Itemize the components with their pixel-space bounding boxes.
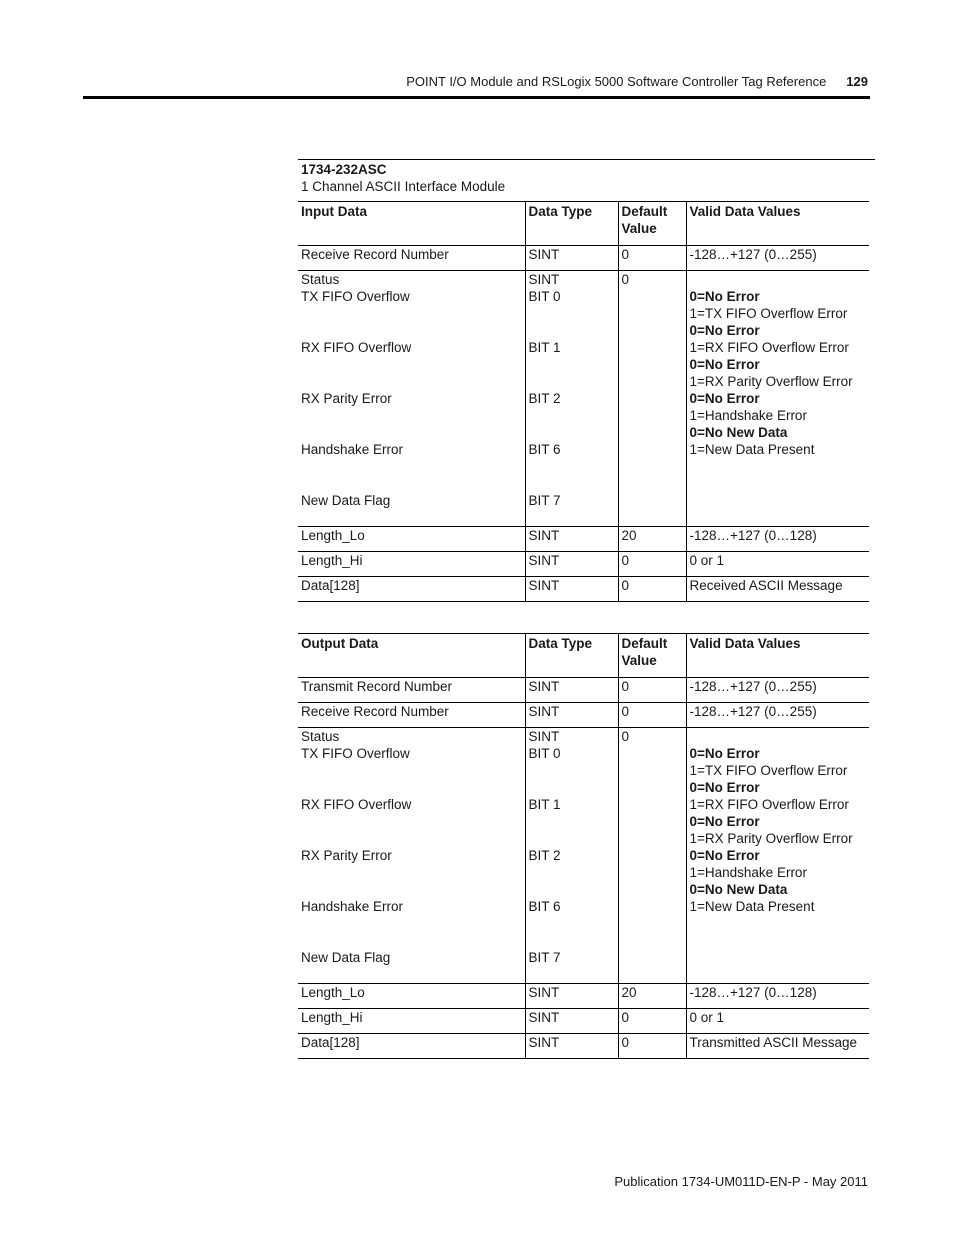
bit-number: BIT 0 (528, 746, 561, 761)
status-values-cell (686, 271, 869, 527)
spacer (301, 509, 522, 526)
bit-value-0: 0=No Error (689, 391, 760, 406)
status-values-cell (686, 728, 869, 984)
publication-footer: Publication 1734-UM011D-EN-P - May 2011 (614, 1174, 868, 1189)
col-header-values: Valid Data Values (686, 634, 869, 678)
col-header-type: Data Type (525, 634, 618, 678)
spacer (529, 475, 615, 492)
page-number: 129 (846, 74, 868, 89)
type-cell: SINT (525, 1009, 618, 1034)
bit-name: New Data Flag (301, 493, 391, 508)
bit-number: BIT 6 (528, 899, 561, 914)
spacer (529, 830, 615, 847)
bit-number: BIT 7 (528, 493, 561, 508)
status-names-cell (298, 271, 525, 527)
spacer (301, 915, 522, 932)
bit-name: RX FIFO Overflow (301, 797, 412, 812)
table-row (298, 527, 869, 552)
values-cell: -128…+127 (0…255) (686, 703, 869, 728)
status-default: 0 (621, 729, 630, 744)
values-cell: -128…+127 (0…128) (686, 527, 869, 552)
values-cell: 0 or 1 (686, 552, 869, 577)
bit-value-0: 0=No Error (689, 746, 760, 761)
type-cell: SINT (525, 1034, 618, 1059)
bit-value-1: 1=Handshake Error (689, 408, 807, 423)
status-default-cell (618, 271, 686, 527)
col-header-type: Data Type (525, 202, 618, 246)
values-cell: 0 or 1 (686, 1009, 869, 1034)
spacer (301, 407, 522, 424)
type-cell: SINT (525, 246, 618, 271)
module-description: 1 Channel ASCII Interface Module (301, 179, 506, 194)
spacer (529, 373, 615, 390)
table-row (298, 246, 869, 271)
default-cell: 0 (618, 703, 686, 728)
output-data-table (298, 633, 869, 1059)
type-cell: SINT (525, 678, 618, 703)
spacer (301, 966, 522, 983)
status-names-cell (298, 728, 525, 984)
bit-name: RX Parity Error (301, 391, 392, 406)
status-values-spacer (690, 728, 867, 745)
bit-name: Handshake Error (301, 899, 404, 914)
default-cell: 20 (618, 527, 686, 552)
spacer (529, 881, 615, 898)
values-cell: Transmitted ASCII Message (686, 1034, 869, 1059)
values-cell: -128…+127 (0…128) (686, 984, 869, 1009)
bit-value-0: 0=No Error (689, 780, 760, 795)
status-types-cell (525, 728, 618, 984)
spacer (301, 356, 522, 373)
spacer (301, 305, 522, 322)
default-cell: 0 (618, 246, 686, 271)
table-header-row (298, 634, 869, 678)
col-header-data: Input Data (301, 204, 367, 219)
table-row (298, 984, 869, 1009)
data-cell: Receive Record Number (301, 247, 449, 262)
values-cell: -128…+127 (0…255) (686, 678, 869, 703)
spacer (529, 864, 615, 881)
status-type: SINT (528, 729, 560, 744)
spacer (529, 424, 615, 441)
data-cell: Data[128] (301, 578, 360, 593)
default-cell: 0 (618, 577, 686, 602)
bit-value-1: 1=New Data Present (689, 899, 815, 914)
spacer (529, 407, 615, 424)
bit-value-1: 1=RX FIFO Overflow Error (689, 340, 849, 355)
default-cell: 0 (618, 552, 686, 577)
type-cell: SINT (525, 527, 618, 552)
status-label: Status (301, 272, 340, 287)
status-types-cell (525, 271, 618, 527)
table-row (298, 678, 869, 703)
default-cell: 0 (618, 1034, 686, 1059)
type-cell: SINT (525, 703, 618, 728)
values-cell: Received ASCII Message (686, 577, 869, 602)
bit-number: BIT 1 (528, 340, 561, 355)
status-row (298, 728, 869, 984)
bit-number: BIT 7 (528, 950, 561, 965)
bit-number: BIT 2 (528, 848, 561, 863)
bit-value-0: 0=No Error (689, 357, 760, 372)
bit-name: TX FIFO Overflow (301, 289, 410, 304)
status-row (298, 271, 869, 527)
col-header-default: Default Value (618, 634, 686, 678)
col-header-values: Valid Data Values (686, 202, 869, 246)
spacer (529, 779, 615, 796)
bit-name: RX Parity Error (301, 848, 392, 863)
col-header-default: Default Value (618, 202, 686, 246)
bit-name: RX FIFO Overflow (301, 340, 412, 355)
bit-value-1: 1=RX Parity Overflow Error (689, 374, 853, 389)
spacer (529, 966, 615, 983)
bit-number: BIT 0 (528, 289, 561, 304)
data-cell: Length_Hi (301, 553, 363, 568)
spacer (301, 458, 522, 475)
spacer (529, 458, 615, 475)
status-type: SINT (528, 272, 560, 287)
spacer (301, 813, 522, 830)
spacer (529, 813, 615, 830)
spacer (301, 373, 522, 390)
bit-value-1: 1=TX FIFO Overflow Error (689, 306, 848, 321)
spacer (529, 932, 615, 949)
spacer (301, 932, 522, 949)
values-cell: -128…+127 (0…255) (686, 246, 869, 271)
table-row (298, 1034, 869, 1059)
bit-value-0: 0=No Error (689, 814, 760, 829)
type-cell: SINT (525, 577, 618, 602)
data-cell: Transmit Record Number (301, 679, 453, 694)
status-default-cell (618, 728, 686, 984)
default-cell: 20 (618, 984, 686, 1009)
bit-value-0: 0=No Error (689, 289, 760, 304)
bit-value-0: 0=No New Data (689, 425, 788, 440)
bit-value-1: 1=New Data Present (689, 442, 815, 457)
spacer (301, 881, 522, 898)
status-label: Status (301, 729, 340, 744)
spacer (301, 779, 522, 796)
default-cell: 0 (618, 1009, 686, 1034)
spacer (529, 356, 615, 373)
module-name: 1734-232ASC (301, 162, 387, 177)
bit-name: TX FIFO Overflow (301, 746, 410, 761)
header-rule (83, 96, 870, 99)
bit-value-0: 0=No Error (689, 848, 760, 863)
data-cell: Data[128] (301, 1035, 360, 1050)
module-title-block (298, 159, 875, 195)
table-header-row (298, 202, 869, 246)
table-row (298, 552, 869, 577)
spacer (301, 762, 522, 779)
spacer (301, 864, 522, 881)
data-cell: Receive Record Number (301, 704, 449, 719)
data-cell: Length_Lo (301, 985, 365, 1000)
bit-value-0: 0=No Error (689, 323, 760, 338)
col-header-data: Output Data (301, 636, 379, 651)
bit-number: BIT 6 (528, 442, 561, 457)
header-title: POINT I/O Module and RSLogix 5000 Software Controller Tag Reference (406, 74, 827, 89)
bit-number: BIT 1 (528, 797, 561, 812)
bit-name: New Data Flag (301, 950, 391, 965)
spacer (301, 830, 522, 847)
data-cell: Length_Lo (301, 528, 365, 543)
spacer (529, 322, 615, 339)
status-values-spacer (690, 271, 867, 288)
spacer (301, 475, 522, 492)
table-row (298, 703, 869, 728)
type-cell: SINT (525, 984, 618, 1009)
bit-value-1: 1=TX FIFO Overflow Error (689, 763, 848, 778)
spacer (301, 322, 522, 339)
spacer (301, 424, 522, 441)
bit-value-1: 1=RX Parity Overflow Error (689, 831, 853, 846)
data-cell: Length_Hi (301, 1010, 363, 1025)
input-data-table (298, 201, 869, 602)
bit-value-0: 0=No New Data (689, 882, 788, 897)
table-row (298, 577, 869, 602)
table-row (298, 1009, 869, 1034)
bit-value-1: 1=RX FIFO Overflow Error (689, 797, 849, 812)
default-cell: 0 (618, 678, 686, 703)
bit-name: Handshake Error (301, 442, 404, 457)
spacer (529, 915, 615, 932)
status-default: 0 (621, 272, 630, 287)
bit-number: BIT 2 (528, 391, 561, 406)
spacer (529, 509, 615, 526)
spacer (529, 762, 615, 779)
type-cell: SINT (525, 552, 618, 577)
bit-value-1: 1=Handshake Error (689, 865, 807, 880)
spacer (529, 305, 615, 322)
running-header (406, 74, 868, 89)
